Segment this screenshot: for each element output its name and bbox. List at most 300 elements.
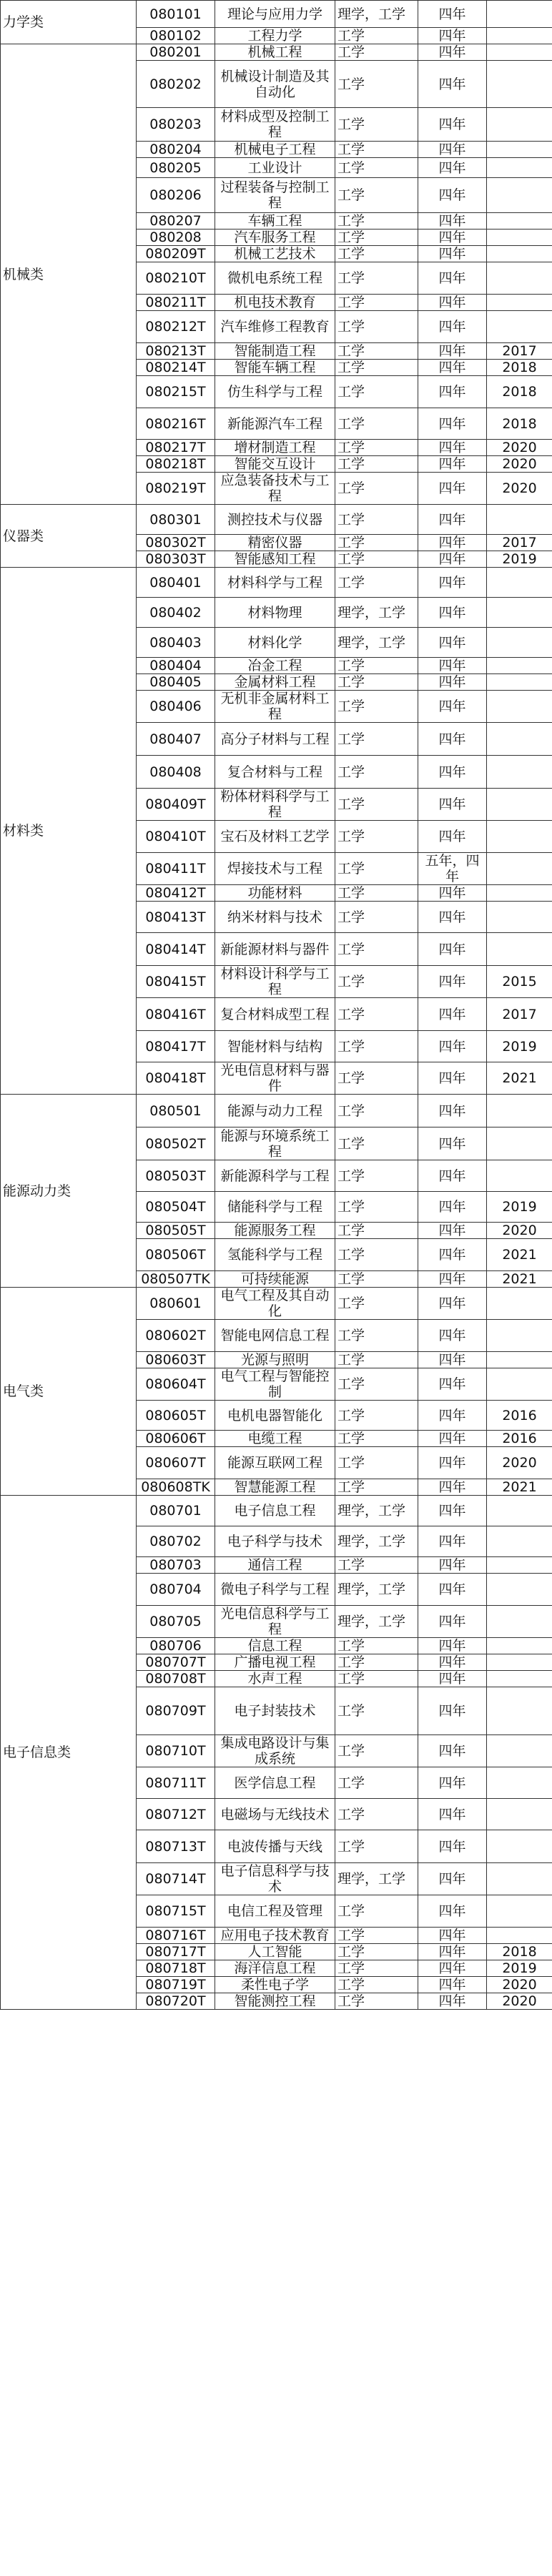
degree-cell: 工学 (335, 1960, 418, 1977)
year-added-cell: 2016 (487, 1431, 552, 1447)
major-name-cell: 电子科学与技术 (215, 1526, 335, 1557)
degree-cell: 工学 (335, 61, 418, 108)
degree-cell: 工学 (335, 473, 418, 505)
study-years-cell: 四年 (418, 933, 487, 966)
degree-cell: 工学 (335, 1127, 418, 1160)
major-code-cell: 080603T (137, 1352, 215, 1368)
study-years-cell: 四年 (418, 1574, 487, 1606)
year-added-cell: 2021 (487, 1479, 552, 1496)
major-name-cell: 智能车辆工程 (215, 360, 335, 376)
degree-cell: 工学 (335, 1830, 418, 1863)
year-added-cell (487, 230, 552, 246)
major-name-cell: 海洋信息工程 (215, 1960, 335, 1977)
year-added-cell: 2020 (487, 1447, 552, 1479)
major-name-cell: 信息工程 (215, 1638, 335, 1654)
study-years-cell: 四年 (418, 568, 487, 598)
study-years-cell: 四年 (418, 44, 487, 61)
degree-cell: 工学 (335, 1320, 418, 1352)
year-added-cell (487, 213, 552, 230)
year-added-cell (487, 1606, 552, 1638)
major-name-cell: 应用电子技术教育 (215, 1928, 335, 1944)
major-name-cell: 机电技术教育 (215, 295, 335, 311)
degree-cell: 工学 (335, 568, 418, 598)
major-code-cell: 080204 (137, 142, 215, 158)
major-name-cell: 冶金工程 (215, 658, 335, 674)
major-name-cell: 可持续能源 (215, 1271, 335, 1288)
year-added-cell (487, 628, 552, 658)
major-name-cell: 通信工程 (215, 1557, 335, 1574)
major-name-cell: 仿生科学与工程 (215, 376, 335, 408)
degree-cell: 工学 (335, 1767, 418, 1799)
major-code-cell: 080704 (137, 1574, 215, 1606)
year-added-cell: 2019 (487, 551, 552, 568)
major-name-cell: 智能材料与结构 (215, 1031, 335, 1062)
major-code-cell: 080403 (137, 628, 215, 658)
degree-cell: 理学，工学 (335, 1496, 418, 1526)
study-years-cell: 四年 (418, 108, 487, 142)
study-years-cell: 四年 (418, 723, 487, 756)
degree-cell: 工学 (335, 246, 418, 262)
degree-cell: 工学 (335, 998, 418, 1031)
study-years-cell: 四年 (418, 1223, 487, 1239)
year-added-cell: 2020 (487, 473, 552, 505)
degree-cell: 工学 (335, 1160, 418, 1192)
major-name-cell: 材料物理 (215, 598, 335, 628)
category-cell: 电气类 (1, 1288, 137, 1496)
year-added-cell: 2021 (487, 1271, 552, 1288)
major-name-cell: 光电信息科学与工程 (215, 1606, 335, 1638)
year-added-cell: 2019 (487, 1192, 552, 1223)
study-years-cell: 四年 (418, 343, 487, 360)
major-code-cell: 080402 (137, 598, 215, 628)
year-added-cell: 2017 (487, 343, 552, 360)
major-code-cell: 080711T (137, 1767, 215, 1799)
major-code-cell: 080707T (137, 1654, 215, 1671)
major-code-cell: 080216T (137, 408, 215, 440)
major-code-cell: 080405 (137, 674, 215, 691)
year-added-cell (487, 108, 552, 142)
major-code-cell: 080407 (137, 723, 215, 756)
degree-cell: 工学 (335, 691, 418, 723)
major-name-cell: 微电子科学与工程 (215, 1574, 335, 1606)
year-added-cell: 2020 (487, 456, 552, 473)
major-code-cell: 080608TK (137, 1479, 215, 1496)
degree-cell: 工学 (335, 1687, 418, 1735)
major-code-cell: 080302T (137, 535, 215, 551)
year-added-cell (487, 1830, 552, 1863)
major-name-cell: 测控技术与仪器 (215, 505, 335, 535)
study-years-cell: 五年，四年 (418, 853, 487, 885)
major-code-cell: 080706 (137, 1638, 215, 1654)
major-name-cell: 功能材料 (215, 885, 335, 902)
degree-cell: 工学 (335, 1447, 418, 1479)
major-name-cell: 复合材料与工程 (215, 756, 335, 789)
major-name-cell: 智能感知工程 (215, 551, 335, 568)
major-code-cell: 080714T (137, 1863, 215, 1895)
major-code-cell: 080604T (137, 1368, 215, 1401)
major-name-cell: 汽车服务工程 (215, 230, 335, 246)
degree-cell: 工学 (335, 1368, 418, 1401)
degree-cell: 理学，工学 (335, 1863, 418, 1895)
major-name-cell: 材料科学与工程 (215, 568, 335, 598)
major-name-cell: 高分子材料与工程 (215, 723, 335, 756)
year-added-cell: 2017 (487, 535, 552, 551)
degree-cell: 工学 (335, 1223, 418, 1239)
major-name-cell: 工程力学 (215, 28, 335, 44)
degree-cell: 工学 (335, 1352, 418, 1368)
study-years-cell: 四年 (418, 1799, 487, 1830)
study-years-cell: 四年 (418, 1320, 487, 1352)
year-added-cell (487, 1368, 552, 1401)
year-added-cell (487, 1127, 552, 1160)
year-added-cell: 2019 (487, 1031, 552, 1062)
degree-cell: 理学，工学 (335, 1, 418, 28)
study-years-cell: 四年 (418, 658, 487, 674)
major-name-cell: 电气工程及其自动化 (215, 1288, 335, 1320)
degree-cell: 工学 (335, 311, 418, 343)
degree-cell: 工学 (335, 360, 418, 376)
study-years-cell: 四年 (418, 295, 487, 311)
major-name-cell: 能源与动力工程 (215, 1095, 335, 1127)
year-added-cell (487, 691, 552, 723)
study-years-cell: 四年 (418, 1557, 487, 1574)
year-added-cell (487, 756, 552, 789)
major-name-cell: 医学信息工程 (215, 1767, 335, 1799)
year-added-cell (487, 61, 552, 108)
year-added-cell (487, 885, 552, 902)
degree-cell: 工学 (335, 1799, 418, 1830)
major-name-cell: 水声工程 (215, 1671, 335, 1687)
major-name-cell: 柔性电子学 (215, 1977, 335, 1993)
major-code-cell: 080703 (137, 1557, 215, 1574)
study-years-cell: 四年 (418, 1638, 487, 1654)
year-added-cell: 2015 (487, 966, 552, 998)
major-name-cell: 光源与照明 (215, 1352, 335, 1368)
degree-cell: 工学 (335, 1928, 418, 1944)
year-added-cell (487, 262, 552, 295)
major-name-cell: 机械工程 (215, 44, 335, 61)
major-name-cell: 汽车维修工程教育 (215, 311, 335, 343)
major-code-cell: 080504T (137, 1192, 215, 1223)
study-years-cell: 四年 (418, 535, 487, 551)
major-name-cell: 增材制造工程 (215, 440, 335, 456)
major-code-cell: 080202 (137, 61, 215, 108)
study-years-cell: 四年 (418, 1654, 487, 1671)
major-code-cell: 080411T (137, 853, 215, 885)
degree-cell: 工学 (335, 158, 418, 178)
study-years-cell: 四年 (418, 1687, 487, 1735)
year-added-cell (487, 933, 552, 966)
major-name-cell: 电缆工程 (215, 1431, 335, 1447)
degree-cell: 工学 (335, 853, 418, 885)
degree-cell: 工学 (335, 1977, 418, 1993)
study-years-cell: 四年 (418, 1735, 487, 1767)
study-years-cell: 四年 (418, 885, 487, 902)
major-code-cell: 080708T (137, 1671, 215, 1687)
year-added-cell: 2018 (487, 376, 552, 408)
major-name-cell: 金属材料工程 (215, 674, 335, 691)
major-code-cell: 080712T (137, 1799, 215, 1830)
major-name-cell: 新能源材料与器件 (215, 933, 335, 966)
major-name-cell: 粉体材料科学与工程 (215, 789, 335, 821)
degree-cell: 工学 (335, 1288, 418, 1320)
study-years-cell: 四年 (418, 1977, 487, 1993)
major-name-cell: 电气工程与智能控制 (215, 1368, 335, 1401)
year-added-cell: 2021 (487, 1062, 552, 1095)
major-name-cell: 精密仪器 (215, 535, 335, 551)
major-code-cell: 080705 (137, 1606, 215, 1638)
major-name-cell: 光电信息材料与器件 (215, 1062, 335, 1095)
major-code-cell: 080505T (137, 1223, 215, 1239)
year-added-cell (487, 1767, 552, 1799)
category-cell: 力学类 (1, 1, 137, 44)
study-years-cell: 四年 (418, 230, 487, 246)
major-name-cell: 智能测控工程 (215, 1993, 335, 2010)
major-code-cell: 080502T (137, 1127, 215, 1160)
major-name-cell: 机械电子工程 (215, 142, 335, 158)
major-code-cell: 080709T (137, 1687, 215, 1735)
major-name-cell: 能源服务工程 (215, 1223, 335, 1239)
degree-cell: 工学 (335, 262, 418, 295)
study-years-cell: 四年 (418, 789, 487, 821)
major-name-cell: 新能源汽车工程 (215, 408, 335, 440)
category-cell: 电子信息类 (1, 1496, 137, 2010)
study-years-cell: 四年 (418, 213, 487, 230)
major-name-cell: 能源互联网工程 (215, 1447, 335, 1479)
degree-cell: 工学 (335, 376, 418, 408)
major-code-cell: 080205 (137, 158, 215, 178)
study-years-cell: 四年 (418, 311, 487, 343)
degree-cell: 工学 (335, 1192, 418, 1223)
degree-cell: 理学，工学 (335, 628, 418, 658)
degree-cell: 工学 (335, 44, 418, 61)
study-years-cell: 四年 (418, 1, 487, 28)
study-years-cell: 四年 (418, 1671, 487, 1687)
study-years-cell: 四年 (418, 1928, 487, 1944)
degree-cell: 工学 (335, 1271, 418, 1288)
major-name-cell: 宝石及材料工艺学 (215, 821, 335, 853)
major-name-cell: 机械工艺技术 (215, 246, 335, 262)
majors-table-body (1, 1, 552, 2010)
year-added-cell: 2020 (487, 440, 552, 456)
year-added-cell: 2021 (487, 1239, 552, 1271)
major-name-cell: 电信工程及管理 (215, 1895, 335, 1928)
major-name-cell: 人工智能 (215, 1944, 335, 1960)
major-code-cell: 080412T (137, 885, 215, 902)
degree-cell: 工学 (335, 674, 418, 691)
major-name-cell: 无机非金属材料工程 (215, 691, 335, 723)
major-code-cell: 080406 (137, 691, 215, 723)
major-code-cell: 080710T (137, 1735, 215, 1767)
major-code-cell: 080717T (137, 1944, 215, 1960)
category-cell: 机械类 (1, 44, 137, 505)
year-added-cell (487, 853, 552, 885)
year-added-cell (487, 821, 552, 853)
study-years-cell: 四年 (418, 1863, 487, 1895)
study-years-cell: 四年 (418, 456, 487, 473)
major-code-cell: 080201 (137, 44, 215, 61)
major-name-cell: 复合材料成型工程 (215, 998, 335, 1031)
major-code-cell: 080408 (137, 756, 215, 789)
degree-cell: 工学 (335, 1895, 418, 1928)
study-years-cell: 四年 (418, 142, 487, 158)
major-name-cell: 智慧能源工程 (215, 1479, 335, 1496)
study-years-cell: 四年 (418, 821, 487, 853)
study-years-cell: 四年 (418, 902, 487, 933)
year-added-cell (487, 1, 552, 28)
major-code-cell: 080207 (137, 213, 215, 230)
major-name-cell: 电磁场与无线技术 (215, 1799, 335, 1830)
degree-cell: 工学 (335, 821, 418, 853)
degree-cell: 工学 (335, 230, 418, 246)
year-added-cell (487, 311, 552, 343)
study-years-cell: 四年 (418, 628, 487, 658)
degree-cell: 工学 (335, 535, 418, 551)
major-code-cell: 080713T (137, 1830, 215, 1863)
major-code-cell: 080214T (137, 360, 215, 376)
major-code-cell: 080605T (137, 1401, 215, 1431)
study-years-cell: 四年 (418, 1127, 487, 1160)
degree-cell: 工学 (335, 658, 418, 674)
major-name-cell: 材料化学 (215, 628, 335, 658)
major-code-cell: 080404 (137, 658, 215, 674)
major-name-cell: 材料设计科学与工程 (215, 966, 335, 998)
degree-cell: 工学 (335, 505, 418, 535)
study-years-cell: 四年 (418, 1496, 487, 1526)
degree-cell: 工学 (335, 1993, 418, 2010)
major-code-cell: 080507TK (137, 1271, 215, 1288)
degree-cell: 工学 (335, 28, 418, 44)
year-added-cell (487, 1638, 552, 1654)
study-years-cell: 四年 (418, 376, 487, 408)
major-name-cell: 车辆工程 (215, 213, 335, 230)
table-row (1, 1288, 552, 1320)
major-code-cell: 080211T (137, 295, 215, 311)
study-years-cell: 四年 (418, 1288, 487, 1320)
year-added-cell (487, 28, 552, 44)
year-added-cell: 2018 (487, 360, 552, 376)
major-code-cell: 080720T (137, 1993, 215, 2010)
major-code-cell: 080401 (137, 568, 215, 598)
study-years-cell: 四年 (418, 262, 487, 295)
study-years-cell: 四年 (418, 1239, 487, 1271)
major-code-cell: 080212T (137, 311, 215, 343)
major-code-cell: 080719T (137, 1977, 215, 1993)
major-name-cell: 智能制造工程 (215, 343, 335, 360)
table-row (1, 1496, 552, 1526)
year-added-cell (487, 1895, 552, 1928)
major-name-cell: 氢能科学与工程 (215, 1239, 335, 1271)
degree-cell: 工学 (335, 756, 418, 789)
major-code-cell: 080217T (137, 440, 215, 456)
major-code-cell: 080209T (137, 246, 215, 262)
major-code-cell: 080410T (137, 821, 215, 853)
degree-cell: 工学 (335, 1654, 418, 1671)
year-added-cell (487, 568, 552, 598)
degree-cell: 工学 (335, 966, 418, 998)
major-name-cell: 能源与环境系统工程 (215, 1127, 335, 1160)
degree-cell: 工学 (335, 789, 418, 821)
major-code-cell: 080415T (137, 966, 215, 998)
table-row (1, 44, 552, 61)
table-row (1, 1095, 552, 1127)
major-code-cell: 080218T (137, 456, 215, 473)
year-added-cell: 2018 (487, 408, 552, 440)
study-years-cell: 四年 (418, 408, 487, 440)
degree-cell: 工学 (335, 1095, 418, 1127)
degree-cell: 工学 (335, 295, 418, 311)
year-added-cell: 2017 (487, 998, 552, 1031)
year-added-cell (487, 1352, 552, 1368)
year-added-cell (487, 902, 552, 933)
major-name-cell: 微机电系统工程 (215, 262, 335, 295)
major-name-cell: 储能科学与工程 (215, 1192, 335, 1223)
degree-cell: 工学 (335, 1062, 418, 1095)
year-added-cell: 2019 (487, 1960, 552, 1977)
table-row (1, 568, 552, 598)
category-cell: 仪器类 (1, 505, 137, 568)
year-added-cell (487, 1557, 552, 1574)
major-code-cell: 080602T (137, 1320, 215, 1352)
major-code-cell: 080718T (137, 1960, 215, 1977)
study-years-cell: 四年 (418, 28, 487, 44)
year-added-cell (487, 1320, 552, 1352)
year-added-cell (487, 1735, 552, 1767)
study-years-cell: 四年 (418, 1895, 487, 1928)
year-added-cell (487, 1671, 552, 1687)
major-name-cell: 电子封装技术 (215, 1687, 335, 1735)
major-name-cell: 理论与应用力学 (215, 1, 335, 28)
degree-cell: 工学 (335, 551, 418, 568)
study-years-cell: 四年 (418, 1368, 487, 1401)
year-added-cell (487, 1095, 552, 1127)
major-name-cell: 智能电网信息工程 (215, 1320, 335, 1352)
year-added-cell (487, 1654, 552, 1671)
study-years-cell: 四年 (418, 598, 487, 628)
study-years-cell: 四年 (418, 505, 487, 535)
table-row (1, 505, 552, 535)
study-years-cell: 四年 (418, 1401, 487, 1431)
degree-cell: 工学 (335, 456, 418, 473)
study-years-cell: 四年 (418, 1031, 487, 1062)
study-years-cell: 四年 (418, 998, 487, 1031)
year-added-cell (487, 674, 552, 691)
degree-cell: 工学 (335, 723, 418, 756)
major-code-cell: 080701 (137, 1496, 215, 1526)
study-years-cell: 四年 (418, 1192, 487, 1223)
degree-cell: 工学 (335, 142, 418, 158)
study-years-cell: 四年 (418, 1993, 487, 2010)
major-code-cell: 080219T (137, 473, 215, 505)
major-code-cell: 080208 (137, 230, 215, 246)
degree-cell: 工学 (335, 1401, 418, 1431)
year-added-cell (487, 1496, 552, 1526)
major-name-cell: 电子信息工程 (215, 1496, 335, 1526)
major-name-cell: 新能源科学与工程 (215, 1160, 335, 1192)
year-added-cell: 2020 (487, 1993, 552, 2010)
major-code-cell: 080506T (137, 1239, 215, 1271)
major-code-cell: 080301 (137, 505, 215, 535)
category-cell: 能源动力类 (1, 1095, 137, 1288)
major-name-cell: 电波传播与天线 (215, 1830, 335, 1863)
study-years-cell: 四年 (418, 158, 487, 178)
degree-cell: 工学 (335, 1735, 418, 1767)
year-added-cell (487, 723, 552, 756)
study-years-cell: 四年 (418, 691, 487, 723)
major-name-cell: 应急装备技术与工程 (215, 473, 335, 505)
major-code-cell: 080417T (137, 1031, 215, 1062)
major-name-cell: 广播电视工程 (215, 1654, 335, 1671)
